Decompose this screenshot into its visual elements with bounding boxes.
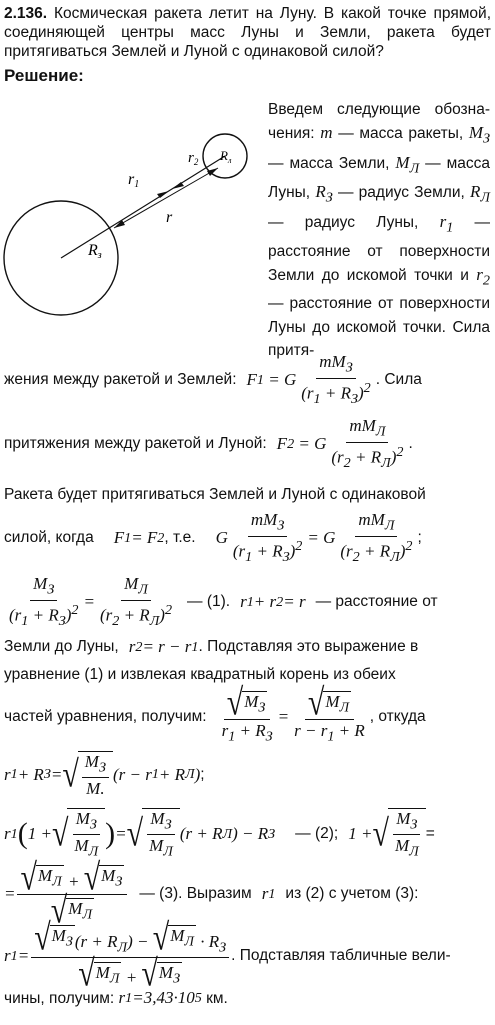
line-text-6: Земли до Луны, r 2 = r − r 1 . Подставляя это выражение в bbox=[4, 637, 419, 656]
line-sqrt-eq: частей уравнения, получим: √ $M_З$ $r_1 + R_З$ = √ $M_Л$ $r - r_1 + R$ , откуда bbox=[4, 682, 426, 745]
line-eq-2: r 1 ( 1 + √ $\frac{M_З}{M_Л}$ ) = √ $\frac{M_З}{M_Л}$ (r + R Л ) − R З — (2); 1 + √ $\frac{M_З}{M_Л}$ = bbox=[4, 808, 435, 860]
problem-statement bbox=[4, 4, 491, 61]
notation-block: Введем следующие обозна- чения: m — масса ракеты, $M_З$ — масса Земли, $M_Л$ — масса Луны, $R_З$ — радиус Земли, $R_Л$ — радиус Луны, $r_1$ — расстояние от поверхности Земли до искомой точки и $r_2$ — расстояние от поверхности Луны до искомой точки. Сила притя- bbox=[268, 101, 491, 359]
result-line: чины, получим: r 1 = 3,43·10 5 км. bbox=[4, 988, 228, 1007]
line-text-7: уравнение (1) и извлекая квадратный корень из обеих bbox=[4, 666, 396, 683]
label-R-earth: Rз bbox=[88, 242, 102, 261]
line-earth-force: жения между ракетой и Землей: F 1 = G $\frac{mM_З}{(r_1 + R_З)^2}$ . Сила bbox=[4, 352, 422, 407]
line-moon-force: притяжения между ракетой и Луной: F 2 = G $\frac{mM_Л}{(r_2 + R_Л)^2}$ . bbox=[4, 416, 413, 471]
line-eq-express: r 1 + R З = √ $\frac{M_З}{M.}$ (r − r 1 + R Л ) ; bbox=[4, 751, 205, 799]
label-r: r bbox=[166, 209, 173, 226]
line-text-3: Ракета будет притягиваться Землей и Луной с одинаковой bbox=[4, 486, 426, 503]
problem-text: Космическая ракета летит на Луну. В какой точке прямой, соединяющей центры масс Луны и Земли, ракета будет притягиваться Землей и Луной с одинаковой силой? bbox=[4, 5, 492, 60]
label-r2: $r_2$ bbox=[188, 150, 199, 167]
problem-number: 2.136. bbox=[4, 5, 48, 22]
solution-heading: Решение: bbox=[4, 66, 84, 85]
line-eq-3: = √ $M_Л$ + √ $M_З$ √ $M_Л$ — (3). Выразим r 1 из (2) с учетом (3): bbox=[4, 856, 419, 931]
label-r1: r1 bbox=[128, 171, 140, 190]
line-eq-1: $\frac{M_З}{(r_1 + R_З)^2}$ = $\frac{M_Л}{(r_2 + R_Л)^2}$ — (1). r 1 + r 2 = r — расстояние от bbox=[9, 574, 438, 629]
label-R-moon: $R_л$ bbox=[220, 148, 232, 165]
line-equality: силой, когда F 1 = F 2 , т.е. G $\frac{mM_З}{(r_1 + R_З)^2}$ = G $\frac{mM_Л}{(r_2 + R_Л)^2}$ ; bbox=[4, 510, 422, 565]
earth-moon-diagram bbox=[0, 118, 262, 348]
line-final-formula: r 1 = √ $M_З$ $(r + R_Л)$ − √ $M_Л$ · $R_З$ √ $M_Л$ + √ $M_З$ . Подставляя табличные вели- bbox=[4, 916, 451, 995]
